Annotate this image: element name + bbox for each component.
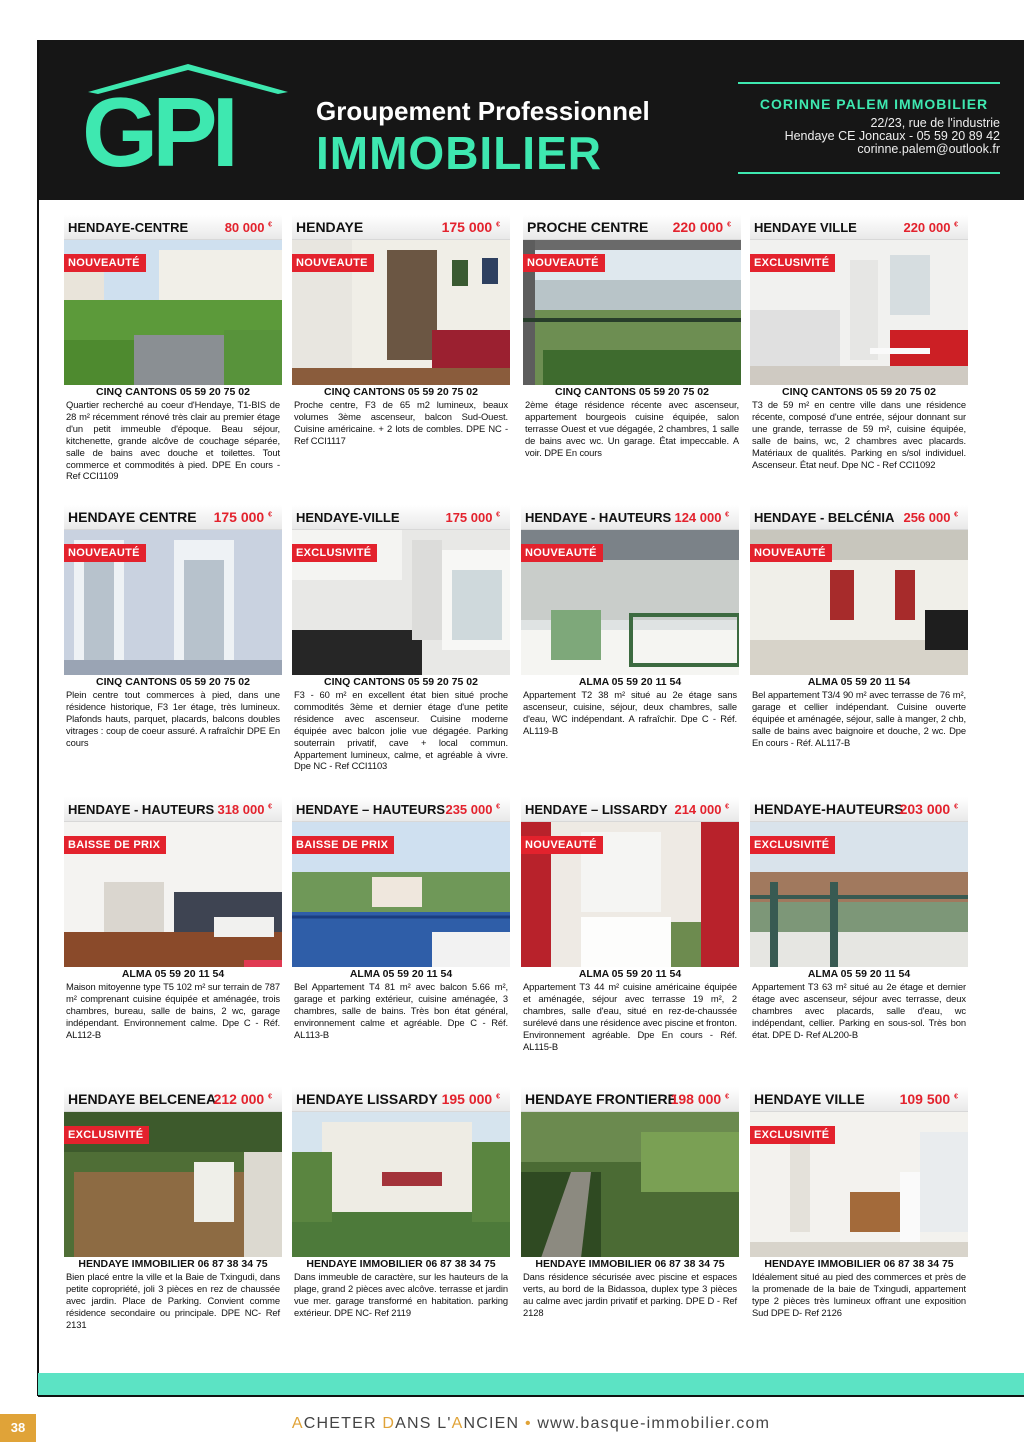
listing-tag: BAISSE DE PRIX <box>292 836 394 854</box>
listing-card[interactable] <box>750 797 968 1041</box>
listing-description: Proche centre, F3 de 65 m2 lumineux, beaux volumes 3ème ascenseur, balcon Sud-Ouest. Cuisine américaine. + 2 lots de combles. DPE NC - Ref CCI1117 <box>294 399 508 446</box>
header-subtitle: IMMOBILIER <box>316 127 602 179</box>
listing-tag: NOUVEAUTE <box>292 254 374 272</box>
listing-title: HENDAYE – HAUTEURS <box>296 802 446 817</box>
listing-title: HENDAYE – LISSARDY <box>525 802 668 817</box>
page-frame-left <box>37 40 39 1396</box>
listing-description: Dans immeuble de caractère, sur les hauteurs de la plage, grand 2 pièces avec alcôve. terrasse et jardin vue mer. garage transformé en habitation. parking extérieur. DPE NC- Ref 2119 <box>294 1271 508 1318</box>
listing-title: HENDAYE LISSARDY <box>296 1091 438 1107</box>
agency-name: CORINNE PALEM IMMOBILIER <box>759 96 989 112</box>
listing-tag: NOUVEAUTÉ <box>521 544 603 562</box>
listing-description: 2ème étage résidence récente avec ascenseur, appartement bourgeois cuisine équipée, salon terrasse Ouest et vue dégagée, 2 chambres, 1 salle de bains avec wc. Un garage. État impeccable. A voir. DPE En cours <box>525 399 739 458</box>
listing-price: 212 000 € <box>213 1091 272 1107</box>
listing-title: HENDAYE-CENTRE <box>68 220 189 235</box>
listing-title: HENDAYE - HAUTEURS <box>525 510 672 525</box>
listing-contact: ALMA 05 59 20 11 54 <box>521 967 739 981</box>
listing-card[interactable] <box>521 1087 739 1319</box>
listing-contact: HENDAYE IMMOBILIER 06 87 38 34 75 <box>750 1257 968 1271</box>
listing-price: 318 000 € <box>217 802 272 817</box>
listing-description: Appartement T2 38 m² situé au 2e étage sans ascenseur, cuisine, séjour, deux chambres, salle d'eau, WC indépendant. A rafraîchir. Dpe C - Réf. AL119-B <box>523 689 737 736</box>
listing-photo[interactable] <box>750 822 968 968</box>
listing-description: T3 de 59 m² en centre ville dans une résidence récente, composé d'une entrée, séjour donnant sur une grande, terrasse de 59 m², cuisine équipée, salle de bains, wc, 2 chambres avec placards. Matériaux de qualités. Parking en s/sol individuel. Ascenseur. État neuf. Dpe NC - Ref CCI1092 <box>752 399 966 470</box>
listing-price: 80 000 € <box>224 220 272 235</box>
listing-price: 175 000 € <box>213 509 272 525</box>
listing-card[interactable] <box>292 215 510 447</box>
listing-photo[interactable] <box>521 530 739 676</box>
listing-contact: CINQ CANTONS 05 59 20 75 02 <box>523 385 741 399</box>
listing-tag: EXCLUSIVITÉ <box>750 254 835 272</box>
listing-card[interactable] <box>292 797 510 1041</box>
listing-title: HENDAYE <box>296 219 364 235</box>
listing-photo[interactable] <box>750 530 968 676</box>
listing-description: Appartement T3 44 m² cuisine américaine équipée et aménagée, séjour avec terrasse 19 m², 2 chambres, salle d'eau, situé en rez-de-chaussée surélevé dans une résidence avec piscine et fronton. Environnement agréable. Dpe En cours - Réf. AL115-B <box>523 981 737 1052</box>
listing-tag: EXCLUSIVITÉ <box>292 544 377 562</box>
listing-price: 220 000 € <box>903 220 958 235</box>
listing-tag: NOUVEAUTÉ <box>750 544 832 562</box>
listing-price: 124 000 € <box>674 510 729 525</box>
listing-card[interactable] <box>64 797 282 1041</box>
listing-price: 195 000 € <box>441 1091 500 1107</box>
listing-description: Idéalement situé au pied des commerces et près de la promenade de la baie de Txingudi, appartement type 2 pièces très lumineux offrant une exposition Sud DPE D- Ref 2126 <box>752 1271 966 1318</box>
listing-card[interactable] <box>64 215 282 482</box>
listing-tag: EXCLUSIVITÉ <box>750 836 835 854</box>
agency-divider-bottom <box>738 172 1000 174</box>
listing-card[interactable] <box>750 215 968 470</box>
agency-email[interactable]: corinne.palem@outlook.fr <box>857 142 1000 156</box>
listing-contact: HENDAYE IMMOBILIER 06 87 38 34 75 <box>521 1257 739 1271</box>
listing-tag: BAISSE DE PRIX <box>64 836 166 854</box>
listing-price: 175 000 € <box>445 510 500 525</box>
listing-title: HENDAYE VILLE <box>754 1091 865 1107</box>
footer-website-link[interactable]: www.basque-immobilier.com <box>537 1415 771 1432</box>
listing-title: HENDAYE-HAUTEURS <box>754 801 904 817</box>
agency-divider-top <box>738 82 1000 84</box>
listing-card[interactable] <box>521 797 739 1052</box>
footer-divider <box>38 1395 1024 1397</box>
listing-tag: EXCLUSIVITÉ <box>750 1126 835 1144</box>
listing-description: F3 - 60 m² en excellent état bien situé proche commodités 3ème et dernier étage d'une petite résidence avec ascenseur. Cuisine moderne équipée avec balcon jolie vue dégagée. Parking souterrain privatif, cave + local commun. Appartement lumineux, calme, et agréable à vivre. Dpe NC - Ref CCI1103 <box>294 689 508 772</box>
listing-card[interactable] <box>523 215 741 459</box>
listing-photo[interactable] <box>64 530 282 676</box>
listing-description: Maison mitoyenne type T5 102 m² sur terrain de 787 m² comprenant cuisine équipée et aménagée, trois chambres, bureau, salle de bains, 2 wc, garage indépendant. Environnement calme. Dpe C - Réf. AL112-B <box>66 981 280 1040</box>
listing-title: HENDAYE FRONTIERE <box>525 1091 677 1107</box>
listing-card[interactable] <box>750 505 968 749</box>
listing-tag: EXCLUSIVITÉ <box>64 1126 149 1144</box>
listing-description: Bel Appartement T4 81 m² avec balcon 5.66 m², garage et parking extérieur, cuisine aménagée, 3 chambres, salle de bains. Très bon état général, environnement calme et agréable. Dpe C - Réf. AL113-B <box>294 981 508 1040</box>
page-header <box>38 40 1024 200</box>
listing-contact: CINQ CANTONS 05 59 20 75 02 <box>292 385 510 399</box>
header-title: Groupement Professionnel <box>316 96 650 126</box>
listing-photo[interactable] <box>64 240 282 386</box>
listing-title: HENDAYE BELCENEA <box>68 1091 217 1107</box>
listing-photo[interactable] <box>64 1112 282 1258</box>
listing-contact: CINQ CANTONS 05 59 20 75 02 <box>750 385 968 399</box>
listing-contact: ALMA 05 59 20 11 54 <box>750 675 968 689</box>
listing-price: 256 000 € <box>903 510 958 525</box>
agency-phone: Hendaye CE Joncaux - 05 59 20 89 42 <box>784 129 1000 143</box>
listing-description: Plein centre tout commerces à pied, dans une résidence historique, F3 1er étage, très lumineux. Plafonds hauts, parquet, placards, balcons doubles vitrages : coup de coeur assuré. A rafraîchir DPE En cours <box>66 689 280 748</box>
listing-card[interactable] <box>292 1087 510 1319</box>
listing-tag: NOUVEAUTÉ <box>64 254 146 272</box>
listing-tag: NOUVEAUTÉ <box>64 544 146 562</box>
listing-price: 203 000 € <box>899 801 958 817</box>
listing-title: HENDAYE VILLE <box>754 220 857 235</box>
listing-contact: ALMA 05 59 20 11 54 <box>292 967 510 981</box>
listing-contact: CINQ CANTONS 05 59 20 75 02 <box>64 385 282 399</box>
listing-price: 235 000 € <box>445 802 500 817</box>
listing-card[interactable] <box>292 505 510 772</box>
listing-card[interactable] <box>521 505 739 737</box>
listing-description: Bien placé entre la ville et la Baie de Txingudi, dans petite copropriété, joli 3 pièces en rez de chaussée avec jardin. Place de Parking. Convient comme résidence secondaire ou principale. DPE NC- Ref 2131 <box>66 1271 280 1330</box>
listing-description: Quartier recherché au coeur d'Hendaye, T1-BIS de 28 m² récemment rénové très clair au premier étage d'un petit immeuble d'époque. Beau séjour, kitchenette, grande alcôve de couchage séparée, salle de bains avec douche et toilettes. Tout commerce et commodités à pied. DPE En cours - Ref CCI1109 <box>66 399 280 482</box>
listing-title: HENDAYE CENTRE <box>68 509 197 525</box>
listing-price: 198 000 € <box>670 1091 729 1107</box>
page-number: 38 <box>0 1414 36 1442</box>
listing-contact: HENDAYE IMMOBILIER 06 87 38 34 75 <box>292 1257 510 1271</box>
listing-title: HENDAYE - BELCÉNIA <box>754 510 895 525</box>
listing-description: Dans résidence sécurisée avec piscine et espaces verts, au bord de la Bidassoa, duplex type 3 pièces au calme avec jardin privatif et parking. DPE D - Ref 2128 <box>523 1271 737 1318</box>
listing-photo[interactable] <box>292 1112 510 1258</box>
listing-price: 220 000 € <box>672 219 731 235</box>
listing-photo[interactable] <box>292 240 510 386</box>
svg-text:GPI: GPI <box>82 77 233 182</box>
listing-contact: CINQ CANTONS 05 59 20 75 02 <box>64 675 282 689</box>
listing-contact: ALMA 05 59 20 11 54 <box>521 675 739 689</box>
listing-description: Bel appartement T3/4 90 m² avec terrasse de 76 m², garage et cellier indépendant. Cuisine ouverte équipée et aménagée, séjour, salle à manger, 2 chb, salle de bains avec baignoire et douche, 2 wc. Dpe En cours - Réf. AL117-B <box>752 689 966 748</box>
listing-photo[interactable] <box>64 822 282 968</box>
footer-tagline: ACHETER DANS L'ANCIEN • www.basque-immobilier.com <box>291 1415 771 1432</box>
listing-contact: ALMA 05 59 20 11 54 <box>750 967 968 981</box>
gpi-logo <box>78 62 298 182</box>
listing-title: PROCHE CENTRE <box>527 219 649 235</box>
listing-photo[interactable] <box>523 240 741 386</box>
listing-title: HENDAYE - HAUTEURS <box>68 802 215 817</box>
listing-card[interactable] <box>64 505 282 749</box>
listing-photo[interactable] <box>750 1112 968 1258</box>
listing-price: 175 000 € <box>441 219 500 235</box>
listing-description: Appartement T3 63 m² situé au 2e étage et dernier étage avec ascenseur, séjour avec terrasse, deux chambres avec placards, salle d'eau, wc indépendant, cellier. Parking en sous-sol. Très bon état. DPE D- Ref AL200-B <box>752 981 966 1040</box>
agency-address: 22/23, rue de l'industrie <box>870 116 1000 130</box>
listing-price: 214 000 € <box>674 802 729 817</box>
listing-tag: NOUVEAUTÉ <box>521 836 603 854</box>
footer-band <box>38 1373 1024 1395</box>
listing-tag: NOUVEAUTÉ <box>523 254 605 272</box>
listing-price: 109 500 € <box>899 1091 958 1107</box>
listing-photo[interactable] <box>521 822 739 968</box>
listing-contact: ALMA 05 59 20 11 54 <box>64 967 282 981</box>
listing-photo[interactable] <box>750 240 968 386</box>
listing-card[interactable] <box>64 1087 282 1331</box>
listing-card[interactable] <box>750 1087 968 1319</box>
listing-title: HENDAYE-VILLE <box>296 510 400 525</box>
listing-photo[interactable] <box>521 1112 739 1258</box>
listing-contact: HENDAYE IMMOBILIER 06 87 38 34 75 <box>64 1257 282 1271</box>
listing-photo[interactable] <box>292 822 510 968</box>
listing-photo[interactable] <box>292 530 510 676</box>
listing-contact: CINQ CANTONS 05 59 20 75 02 <box>292 675 510 689</box>
